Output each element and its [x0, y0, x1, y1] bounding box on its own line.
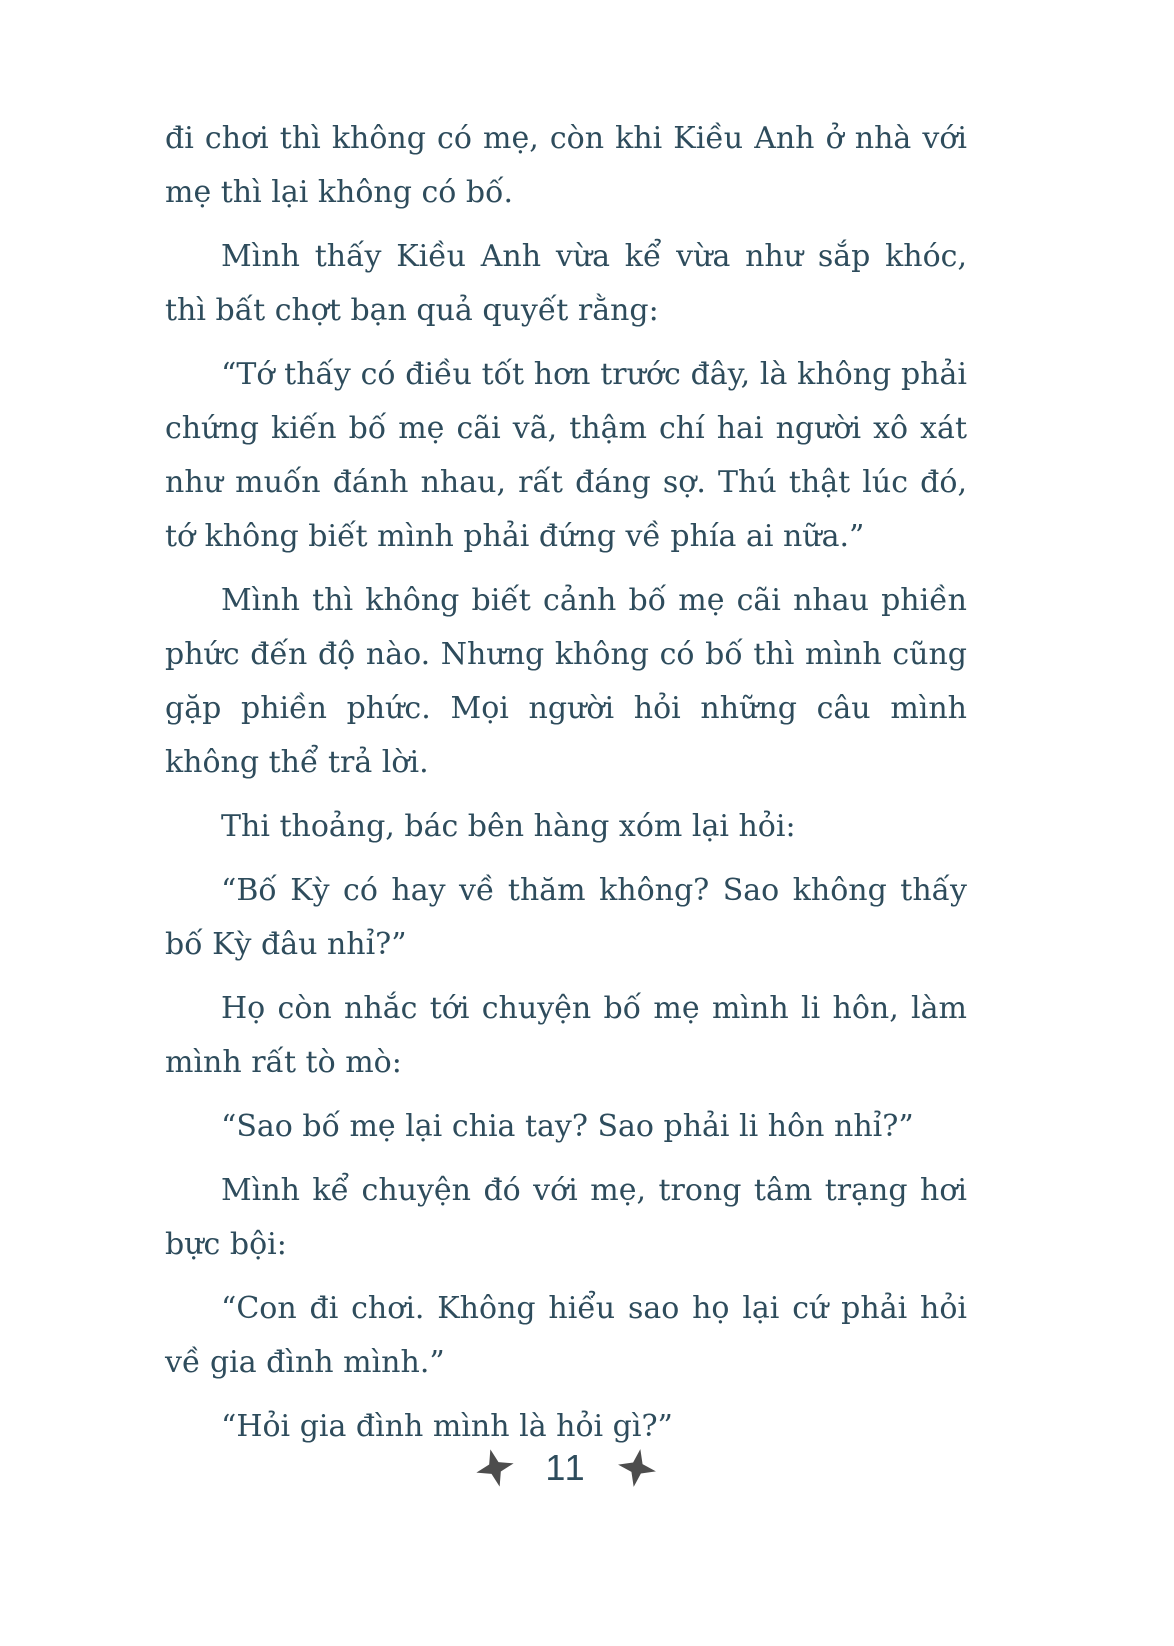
paragraph: Họ còn nhắc tới chuyện bố mẹ mình li hôn, làm mình rất tò mò: — [165, 991, 967, 1080]
paragraph: Mình kể chuyện đó với mẹ, trong tâm trạng hơi bực bội: — [165, 1173, 967, 1262]
paragraph: Mình thấy Kiều Anh vừa kể vừa như sắp khóc, thì bất chợt bạn quả quyết rằng: — [165, 239, 967, 328]
page-footer — [165, 1448, 967, 1488]
paragraph: “Tớ thấy có điều tốt hơn trước đây, là không phải chứng kiến bố mẹ cãi vã, thậm chí hai người xô xát như muốn đánh nhau, rất đáng sợ. Thú thật lúc đó, tớ không biết mình phải đứng về phía ai nữa.” — [165, 357, 967, 554]
paragraph: Mình thì không biết cảnh bố mẹ cãi nhau phiền phức đến độ nào. Nhưng không có bố thì mình cũng gặp phiền phức. Mọi người hỏi những câu mình không thể trả lời. — [165, 583, 967, 780]
paragraph: Thi thoảng, bác bên hàng xóm lại hỏi: — [221, 809, 796, 844]
star-icon — [475, 1448, 515, 1488]
paragraph: “Bố Kỳ có hay về thăm không? Sao không thấy bố Kỳ đâu nhỉ?” — [165, 873, 967, 962]
text-block — [165, 112, 967, 1464]
star-icon — [617, 1448, 657, 1488]
paragraph: “Sao bố mẹ lại chia tay? Sao phải li hôn nhỉ?” — [221, 1109, 914, 1144]
paragraph: “Con đi chơi. Không hiểu sao họ lại cứ phải hỏi về gia đình mình.” — [165, 1291, 967, 1380]
page-number: 11 — [545, 1447, 587, 1488]
paragraph: đi chơi thì không có mẹ, còn khi Kiều Anh ở nhà với mẹ thì lại không có bố. — [165, 121, 967, 210]
paragraph: “Hỏi gia đình mình là hỏi gì?” — [221, 1409, 673, 1444]
